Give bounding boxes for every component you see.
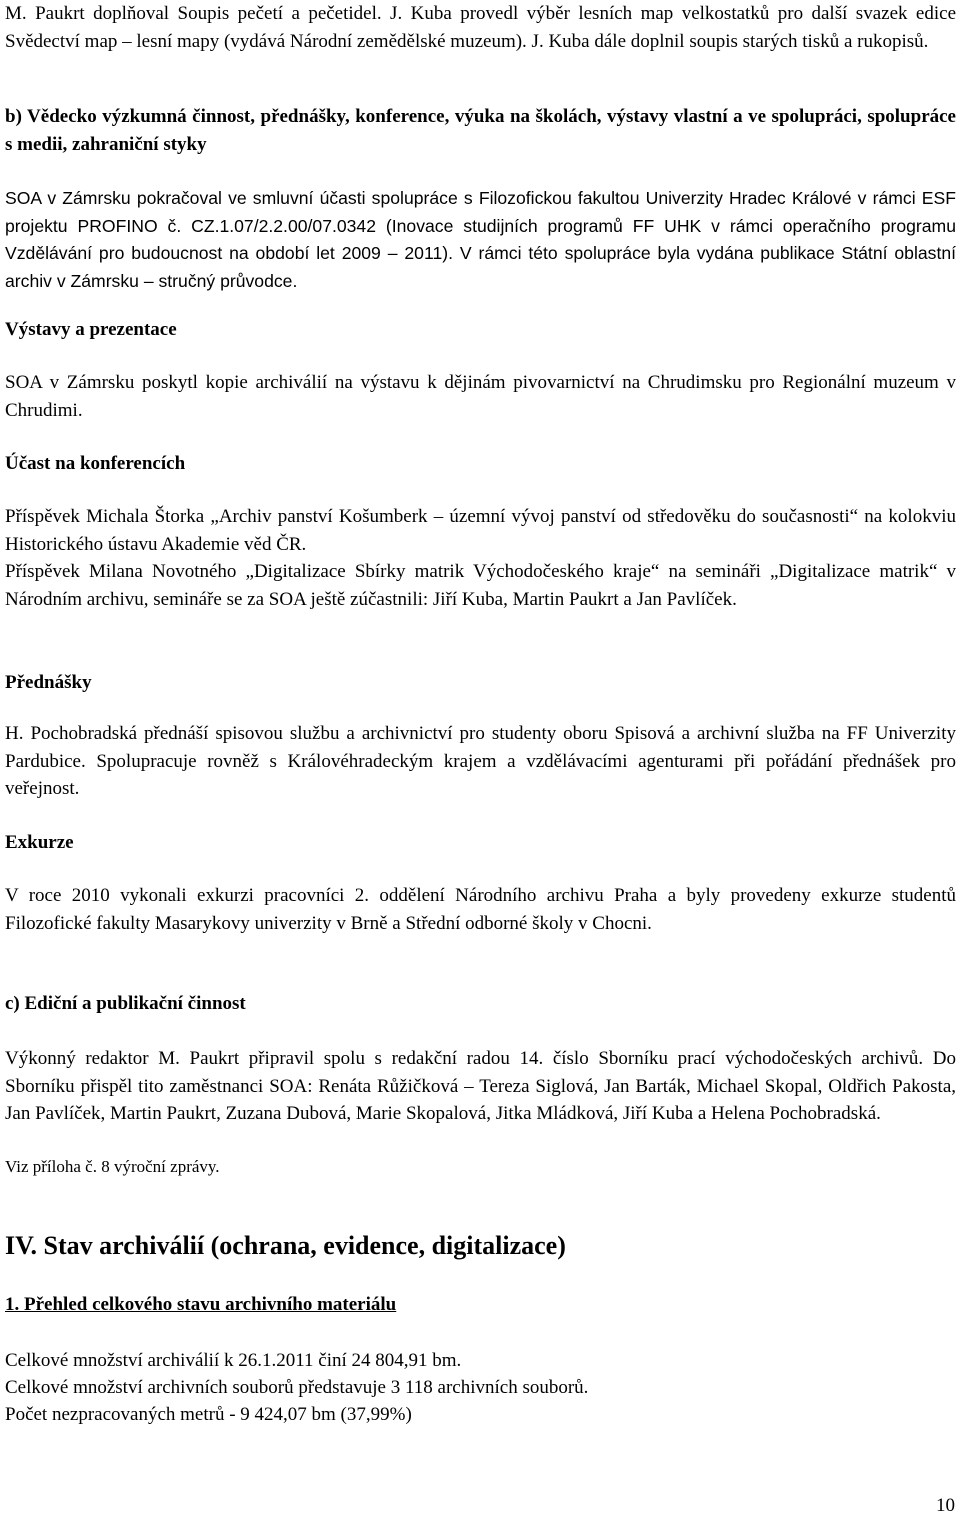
section-b-heading: b) Vědecko výzkumná činnost, přednášky, konference, výuka na školách, výstavy vlastní a ve spolupráci, spolupráce s medii, zahraniční styky <box>5 106 956 155</box>
konference-heading: Účast na konferencích <box>5 453 186 474</box>
section-iv-subheading: 1. Přehled celkového stavu archivního materiálu <box>5 1294 397 1315</box>
appendix-note: Viz příloha č. 8 výroční zprávy. <box>5 1157 220 1176</box>
stats-line-total-volume: Celkové množství archiválií k 26.1.2011 činí 24 804,91 bm. <box>5 1350 462 1371</box>
vystavy-paragraph: SOA v Zámrsku poskytl kopie archiválií na výstavu k dějinám pivovarnictví na Chrudimsku pro Regionální muzeum v Chrudimi. <box>5 372 956 421</box>
section-iv-heading: IV. Stav archiválií (ochrana, evidence, digitalizace) <box>5 1231 566 1260</box>
prednasky-paragraph: H. Pochobradská přednáší spisovou službu a archivnictví pro studenty oboru Spisová a archivní služba na FF Univerzity Pardubice. Spolupracuje rovněž s Královéhradeckým krajem a vzdělávacími agenturami při pořádání přednášek pro veřejnost. <box>5 723 956 799</box>
section-b-paragraph: SOA v Zámrsku pokračoval ve smluvní účasti spolupráce s Filozofickou fakultou Univerzity Hradec Králové v rámci ESF projektu PROFINO č. CZ.1.07/2.2.00/07.0342 (Inovace studijních programů FF UHK v rámci operačního programu Vzdělávání pro budoucnost na období let 2009 – 2011). V rámci této spolupráce byla vydána publikace Státní oblastní archiv v Zámrsku – stručný průvodce. <box>5 188 956 291</box>
exkurze-heading: Exkurze <box>5 832 74 853</box>
section-c-heading: c) Ediční a publikační činnost <box>5 993 246 1014</box>
konference-paragraph-2: Příspěvek Milana Novotného „Digitalizace Sbírky matrik Východočeského kraje“ na semináři „Digitalizace matrik“ v Národním archivu, semináře se za SOA ještě zúčastnili: Jiří Kuba, Martin Paukrt a Jan Pavlíček. <box>5 561 956 610</box>
stats-line-fonds-count: Celkové množství archivních souborů představuje 3 118 archivních souborů. <box>5 1377 589 1398</box>
exkurze-paragraph: V roce 2010 vykonali exkurzi pracovníci 2. oddělení Národního archivu Praha a byly provedeny exkurze studentů Filozofické fakulty Masarykovy univerzity v Brně a Střední odborné školy v Chocni. <box>5 885 956 934</box>
vystavy-heading: Výstavy a prezentace <box>5 319 177 340</box>
stats-line-unprocessed: Počet nezpracovaných metrů - 9 424,07 bm (37,99%) <box>5 1404 412 1425</box>
intro-paragraph: M. Paukrt doplňoval Soupis pečetí a pečetidel. J. Kuba provedl výběr lesních map velkostatků pro další svazek edice Svědectví map – lesní mapy (vydává Národní zemědělské muzeum). J. Kuba dále doplnil soupis starých tisků a rukopisů. <box>5 3 956 52</box>
prednasky-heading: Přednášky <box>5 672 92 693</box>
section-c-paragraph: Výkonný redaktor M. Paukrt připravil spolu s redakční radou 14. číslo Sborníku prací východočeských archivů. Do Sborníku přispěl tito zaměstnanci SOA: Renáta Růžičková – Tereza Siglová, Jan Barták, Michael Skopal, Oldřich Pakosta, Jan Pavlíček, Martin Paukrt, Zuzana Dubová, Marie Skopalová, Jitka Mládková, Jiří Kuba a Helena Pochobradská. <box>5 1048 956 1124</box>
page-number: 10 <box>936 1495 955 1516</box>
konference-paragraph-1: Příspěvek Michala Štorka „Archiv panství Košumberk – územní vývoj panství od středověku do současnosti“ na kolokviu Historického ústavu Akademie věd ČR. <box>5 506 956 555</box>
